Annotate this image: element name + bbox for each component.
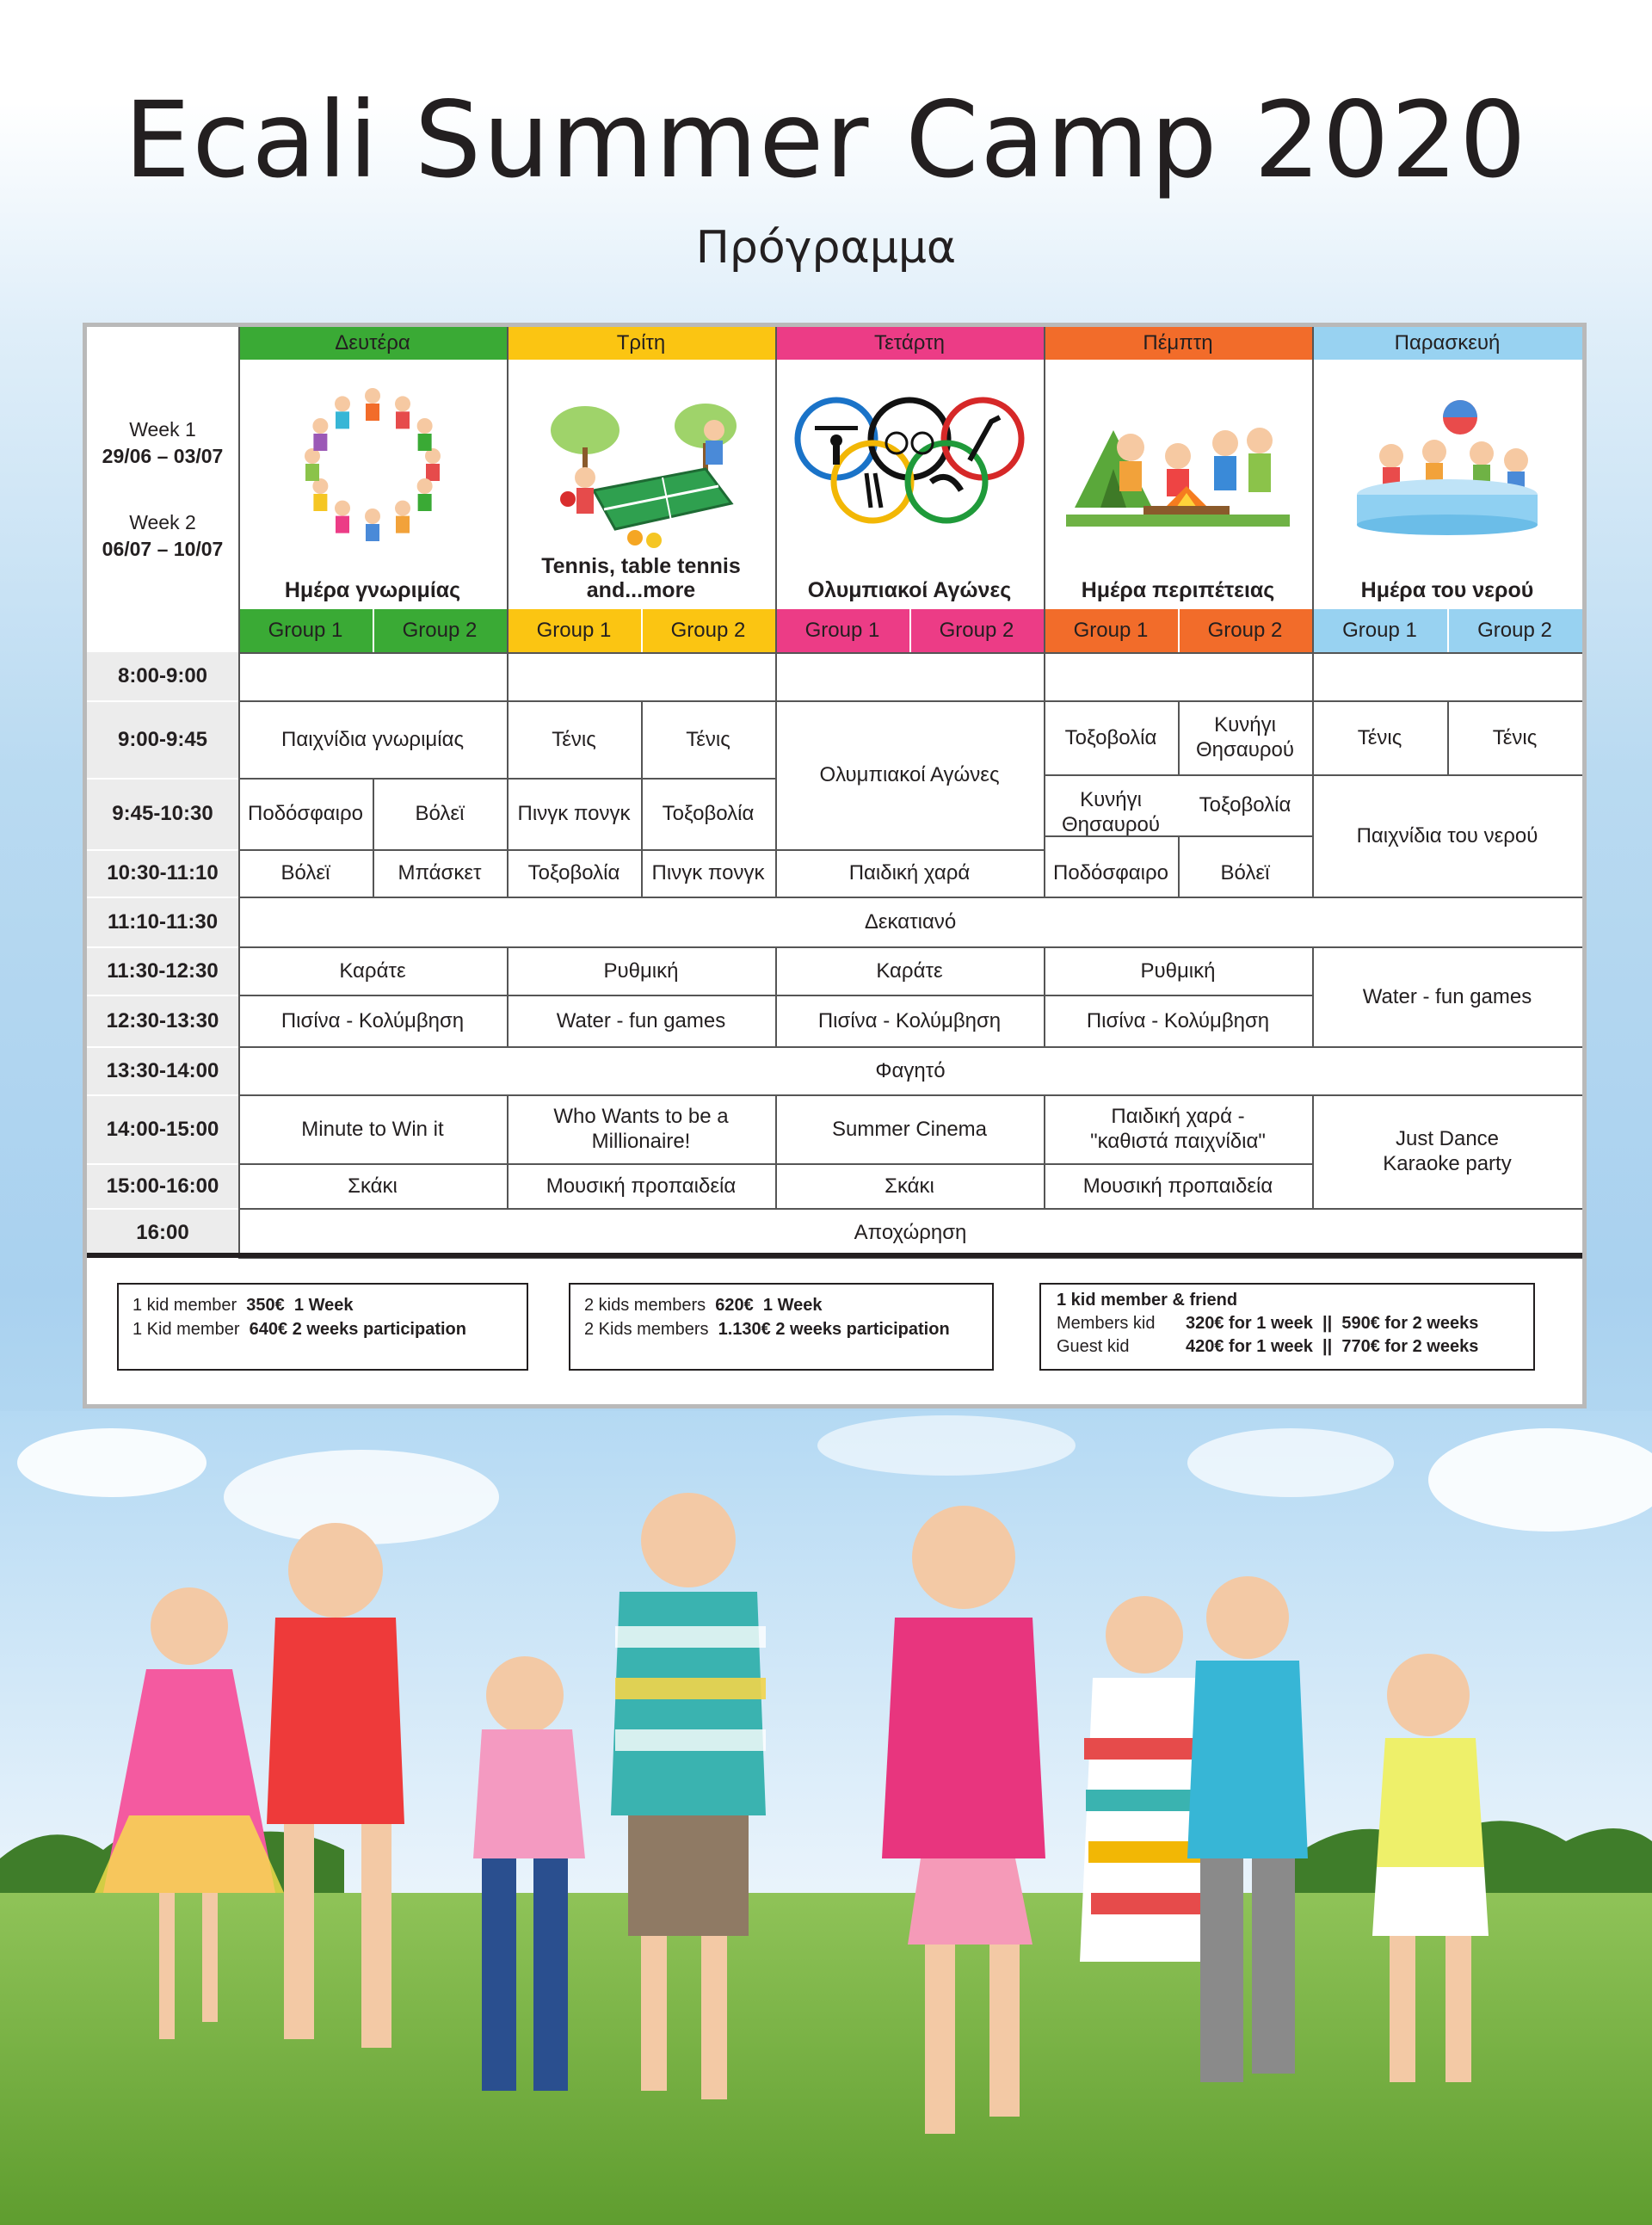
time-slot: 16:00 (87, 1209, 238, 1257)
grid-line (87, 897, 238, 898)
grid-line (1312, 327, 1314, 897)
activity-cell: Τοξοβολία (662, 802, 755, 826)
activity-cell: Τένις (1492, 725, 1538, 749)
schedule-table (83, 323, 1587, 1408)
group-1-tuesday: Group 1 (507, 609, 641, 652)
group-1-wednesday: Group 1 (775, 609, 909, 652)
activity-cell: Φαγητό (875, 1058, 946, 1082)
activity-cell: Μουσική προπαιδεία (1082, 1174, 1273, 1198)
activity-cell: Water - fun games (556, 1008, 726, 1032)
pricing-term: 2 weeks participation (292, 1320, 466, 1339)
activity-cell: Water - fun games (1362, 984, 1532, 1008)
group-1-thursday: Group 1 (1044, 609, 1178, 652)
time-slot: 10:30-11:10 (87, 850, 238, 897)
grid-line (641, 701, 643, 897)
olympic-rings-icon (785, 379, 1034, 551)
pricing-box-siblings (569, 1283, 994, 1371)
time-slot: 12:30-13:30 (87, 995, 238, 1047)
grid-line (238, 1094, 1582, 1096)
pricing-row (1057, 1335, 1518, 1359)
theme-tuesday: Tennis, table tennis and...more (541, 554, 741, 602)
pricing-label: Members kid (1057, 1314, 1156, 1333)
grid-line (507, 1094, 509, 1209)
pricing-term: 1 Week (762, 1296, 823, 1315)
pricing-amount: 350€ (246, 1296, 285, 1315)
grid-line (1178, 609, 1180, 652)
activity-cell: Ποδόσφαιρο (248, 802, 363, 826)
week-labels (87, 327, 238, 652)
day-header-friday: Παρασκευή (1312, 327, 1582, 360)
kids-running-image (0, 1411, 1652, 2225)
grid-line (1312, 1094, 1314, 1209)
pricing-row (1057, 1312, 1518, 1335)
group-1-friday: Group 1 (1312, 609, 1447, 652)
activity-cell: Παιδική χαρά (848, 861, 971, 885)
activity-cell: Καράτε (339, 958, 406, 983)
week1-label: Week 1 (129, 417, 196, 441)
activity-cell: Μπάσκετ (398, 861, 482, 885)
pricing-heading-text: 1 kid member & friend (1057, 1291, 1238, 1310)
pricing-amount: 320€ for 1 week (1186, 1314, 1313, 1333)
theme-friday: Ημέρα του νερού (1360, 578, 1534, 602)
activity-cell: Σκάκι (885, 1174, 934, 1198)
pricing-row (584, 1317, 978, 1341)
activity-cell: Τένις (1357, 725, 1402, 749)
activity-cell: Παιδική χαρά - "καθιστά παιχνίδια" (1090, 1105, 1266, 1153)
day-header-tuesday: Τρίτη (507, 327, 775, 360)
activity-cell: Πινγκ πονγκ (651, 861, 765, 885)
activity-cell: Τένις (552, 727, 596, 751)
activity-cell: Κυνήγι Θησαυρού (1196, 713, 1294, 761)
activity-cell: Summer Cinema (831, 1117, 988, 1141)
activity-cell: Minute to Win it (301, 1117, 444, 1141)
week1-dates: 29/06 – 03/07 (102, 444, 224, 467)
activity-cell: Ρυθμική (603, 958, 679, 983)
grid-line (87, 700, 238, 702)
activity-cell: Πισίνα - Κολύμβηση (1086, 1008, 1270, 1032)
activity-cell: Τοξοβολία (527, 861, 620, 885)
grid-line (775, 327, 777, 897)
grid-line (373, 779, 374, 897)
pricing-amount: 620€ (715, 1296, 754, 1315)
grid-line (1312, 946, 1314, 1047)
grid-line (1178, 701, 1180, 775)
activity-cell: Πισίνα - Κολύμβηση (817, 1008, 1002, 1032)
group-2-thursday: Group 2 (1178, 609, 1312, 652)
grid-line (909, 609, 911, 652)
theme-monday: Ημέρα γνωριμίας (284, 578, 461, 602)
grid-line (775, 849, 1044, 851)
group-2-tuesday: Group 2 (641, 609, 775, 652)
pricing-box-friend (1039, 1283, 1535, 1371)
group-2-wednesday: Group 2 (909, 609, 1044, 652)
water-pool-illustration (1312, 361, 1582, 568)
time-slot: 13:30-14:00 (87, 1047, 238, 1095)
camping-icon (1066, 379, 1290, 551)
pricing-amount: 640€ (249, 1320, 288, 1339)
theme-thursday: Ημέρα περιπέτειας (1081, 578, 1275, 602)
pricing-label: Guest kid (1057, 1337, 1130, 1356)
grid-line (87, 1163, 238, 1165)
pricing-row (584, 1293, 978, 1317)
pricing-amount: 590€ for 2 weeks (1341, 1314, 1479, 1333)
camping-illustration (1044, 361, 1312, 568)
group-1-monday: Group 1 (238, 609, 373, 652)
pricing-amount: 770€ for 2 weeks (1341, 1337, 1479, 1356)
table-tennis-icon (533, 379, 749, 551)
activity-cell: Τοξοβολία (1199, 792, 1291, 817)
pricing-row (133, 1293, 513, 1317)
activity-cell: Πινγκ πονγκ (517, 802, 631, 826)
grid-line (1447, 609, 1449, 652)
grid-line (87, 1094, 238, 1096)
group-2-monday: Group 2 (373, 609, 507, 652)
page-subtitle: Πρόγραμμα (695, 222, 957, 274)
theme-wednesday: Ολυμπιακοί Αγώνες (807, 578, 1012, 602)
pricing-term: 2 weeks participation (775, 1320, 950, 1339)
kids-circle-illustration (238, 361, 507, 568)
group-2-friday: Group 2 (1447, 609, 1582, 652)
page-title: Ecali Summer Camp 2020 (124, 79, 1528, 201)
grid-line (87, 1046, 238, 1048)
activity-cell: Ολυμπιακοί Αγώνες (819, 763, 1000, 787)
olympic-rings-illustration (775, 361, 1044, 568)
pricing-label: 1 kid member (133, 1296, 237, 1315)
time-slot: 14:00-15:00 (87, 1095, 238, 1164)
day-header-thursday: Πέμπτη (1044, 327, 1312, 360)
activity-cell: Δεκατιανό (864, 909, 957, 934)
activity-cell: Just Dance Karaoke party (1383, 1127, 1512, 1175)
grid-line (775, 1094, 777, 1209)
activity-cell: Παιχνίδια γνωριμίας (280, 727, 465, 751)
activity-cell: Κυνήγι Θησαυρού (1062, 787, 1160, 836)
activity-cell: Μουσική προπαιδεία (546, 1174, 737, 1198)
grid-line (373, 609, 374, 652)
kids-circle-icon (287, 379, 459, 551)
pricing-separator: || (1322, 1314, 1333, 1333)
pricing-amount: 1.130€ (718, 1320, 771, 1339)
grid-line (641, 609, 643, 652)
pricing-separator: || (1322, 1337, 1333, 1356)
grid-line (1044, 946, 1045, 1047)
activity-cell: Βόλεϊ (415, 802, 465, 826)
grid-line (238, 946, 1582, 948)
grid-line (238, 1046, 1582, 1048)
grid-line (238, 1208, 1582, 1210)
time-slot: 11:30-12:30 (87, 947, 238, 995)
week2-dates: 06/07 – 10/07 (102, 538, 224, 561)
pricing-term: 1 Week (293, 1296, 354, 1315)
section-divider (87, 1253, 1582, 1258)
grid-line (87, 995, 238, 996)
activity-cell: Πισίνα - Κολύμβηση (280, 1008, 465, 1032)
activity-cell: Τοξοβολία (1064, 725, 1157, 749)
pricing-row (133, 1317, 513, 1341)
pricing-label: 2 Kids members (584, 1320, 709, 1339)
grid-line (1044, 1094, 1045, 1209)
kids-running-photo (0, 1411, 1652, 2225)
grid-line (238, 897, 1582, 898)
day-header-monday: Δευτέρα (238, 327, 507, 360)
activity-cell: Βόλεϊ (280, 861, 330, 885)
pricing-heading (1057, 1289, 1518, 1312)
activity-cell: Who Wants to be a Millionaire! (553, 1105, 729, 1153)
grid-line (238, 327, 240, 1259)
grid-line (87, 778, 238, 780)
activity-cell: Σκάκι (348, 1174, 398, 1198)
grid-line (1044, 835, 1312, 837)
activity-cell: Καράτε (876, 958, 943, 983)
time-slot: 11:10-11:30 (87, 897, 238, 947)
activity-cell: Ποδόσφαιρο (1053, 861, 1168, 885)
grid-line (775, 946, 777, 1047)
activity-cell: Τένις (686, 727, 730, 751)
activity-cell: Ρυθμική (1140, 958, 1216, 983)
activity-cell: Βόλεϊ (1220, 861, 1270, 885)
grid-line (507, 327, 509, 897)
grid-line (1447, 701, 1449, 775)
grid-line (1178, 835, 1180, 897)
water-pool-icon (1353, 391, 1542, 538)
pricing-label: 2 kids members (584, 1296, 706, 1315)
grid-line (238, 700, 1582, 702)
pricing-amount: 420€ for 1 week (1186, 1337, 1313, 1356)
grid-line (507, 946, 509, 1047)
grid-line (87, 1208, 238, 1210)
time-slot: 9:45-10:30 (87, 779, 238, 850)
grid-line (238, 652, 1582, 654)
grid-line (87, 849, 238, 851)
time-slot: 8:00-9:00 (87, 652, 238, 701)
grid-line (1044, 327, 1045, 897)
pricing-box-single (117, 1283, 528, 1371)
time-slot: 9:00-9:45 (87, 701, 238, 779)
week2-label: Week 2 (129, 511, 196, 533)
time-slot: 15:00-16:00 (87, 1164, 238, 1209)
grid-line (87, 946, 238, 948)
table-tennis-illustration (507, 361, 775, 568)
day-header-wednesday: Τετάρτη (775, 327, 1044, 360)
pricing-label: 1 Kid member (133, 1320, 240, 1339)
activity-cell: Παιχνίδια του νερού (1356, 823, 1538, 847)
activity-cell: Αποχώρηση (854, 1220, 967, 1244)
